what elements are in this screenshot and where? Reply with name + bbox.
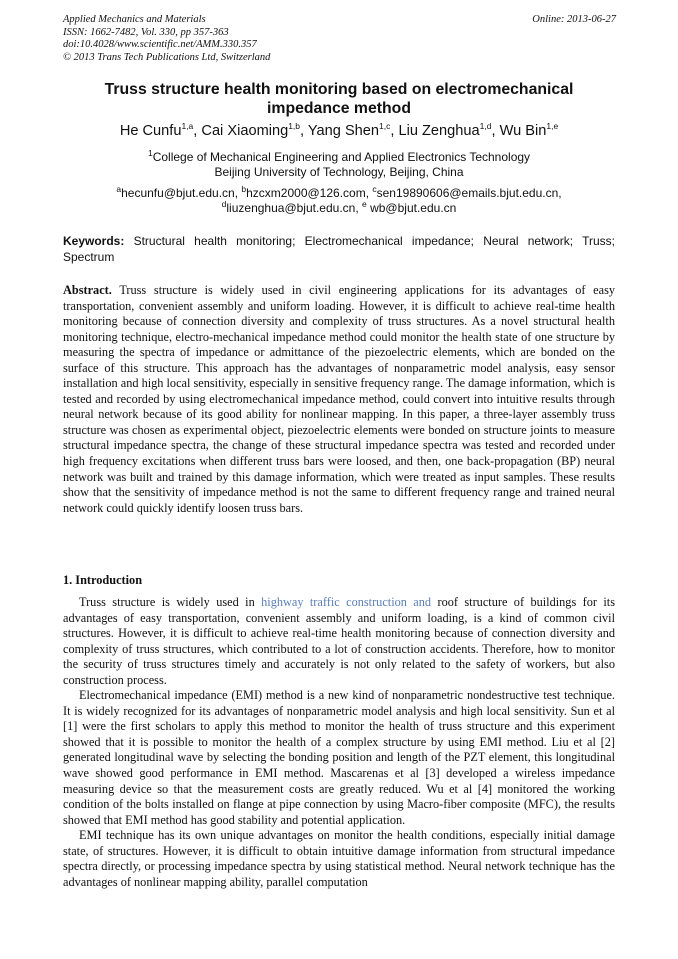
email-list: $^a$hecunfu@bjut.edu.cn, $^b$hzcxm2000@126.com, $^c$sen19890606@emails.bjut.edu.cn, $^d$liuzenghua@bjut.edu.cn, $^e$ wb@bjut.edu.cn — [116, 184, 562, 215]
copyright-line: © 2013 Trans Tech Publications Ltd, Switzerland — [63, 51, 271, 63]
author: Liu Zenghua$^{1,d}$ — [398, 121, 492, 139]
section-heading: 1. Introduction — [63, 573, 143, 587]
keywords — [63, 234, 615, 265]
introduction-body — [63, 595, 615, 890]
author-list: He Cunfu$^{1,a}$, Cai Xiaoming$^{1,b}$, Yang Shen$^{1,c}$, Liu Zenghua$^{1,d}$, Wu Bin$^{1,e}$ — [119, 121, 559, 139]
affiliation-line: College of Mechanical Engineering and Applied Electronics Technology — [152, 150, 531, 164]
author: Cai Xiaoming$^{1,b}$ — [201, 121, 301, 139]
abstract — [63, 283, 615, 516]
email: liuzenghua@bjut.edu.cn, — [226, 201, 359, 215]
author: Yang Shen$^{1,c}$ — [307, 121, 391, 139]
email: wb@bjut.edu.cn — [370, 201, 457, 215]
issn-line: ISSN: 1662-7482, Vol. 330, pp 357-363 — [63, 26, 229, 38]
author: Wu Bin$^{1,e}$ — [499, 121, 559, 139]
journal-name: Applied Mechanics and Materials — [63, 14, 206, 25]
journal-header — [63, 14, 270, 64]
keywords-text: Structural health monitoring; Electromechanical impedance; Neural network; Truss; Spectrum — [63, 234, 616, 264]
paragraph: Truss structure is widely used in highway traffic construction and roof structure of buildings for its advantages of easy transportation, convenient assembly and uniform loading, is a kind of common civil structures. However, it is difficult to achieve real-time health monitoring because of connection diversity and complexity of truss structures, which contributed to a lot of construction accidents. Therefore, how to monitor the security of truss structures timely and accurately is not only related to the safety of workers, but also construction process. — [63, 595, 616, 687]
affiliation: $^1$College of Mechanical Engineering and Applied Electronics Technology Beijing University of Technology, Beijing, China — [63, 150, 615, 180]
email: sen19890606@emails.bjut.edu.cn, — [376, 186, 562, 200]
author: He Cunfu$^{1,a}$ — [119, 121, 194, 139]
paragraph: EMI technique has its own unique advantages on monitor the health conditions, especially initial damage state, of structures. However, it is difficult to obtain intuitive damage information from structural impedance spectra directly, or processing impedance spectra by using statistical method. Neural network technique has the advantages of nonlinear mapping ability, parallel computation — [63, 828, 615, 889]
highlighted-text: highway traffic construction and — [261, 595, 432, 609]
doi-line: doi:10.4028/www.scientific.net/AMM.330.357 — [63, 39, 257, 50]
paragraph: Electromechanical impedance (EMI) method is a new kind of nonparametric nondestructive test technique. It is widely recognized for its advantages of nonparametric model analysis and high local sensitivity. Sun et al [1] were the first scholars to apply this method to monitor the health of truss structure and this experiment showed that it is possible to monitor the health of a complex structure by using EMI method. Liu et al [2] generated longitudinal wave by selecting the bonding position and length of the PZT element, this longitudinal wave showed good performance in EMI method. Mascarenas et al [3] developed a wireless impedance measuring device so that the measurement costs are greatly reduced. Wu et al [4] monitored the working condition of the bolts installed on flange at pipe connection by using Macro-fiber composite (MFC), the results showed that EMI method has good stability and potential application. — [63, 688, 615, 827]
paper-title: Truss structure health monitoring based on electromechanical impedance method — [104, 81, 574, 117]
abstract-label: Abstract. — [63, 283, 112, 297]
keywords-label: Keywords: — [63, 234, 125, 248]
online-date: Online: 2013-06-27 — [532, 14, 616, 25]
abstract-text: Truss structure is widely used in civil engineering applications for its advantages of easy transportation, convenient assembly and uniform loading. However, it is difficult to achieve real-time health monitoring because of connection diversity and complexity of truss structures. As a novel structural health monitoring technique, electro-mechanical impedance method could monitor the health state of one structure by measuring the spectra of impedance or admittance of the piezoelectric elements, which are bonded on the surface of this structure. This approach has the advantages of nonparametric model analysis, easy sensor installation and high local sensitivity, especially in sensitive frequency range. The damage information, which is tested and recorded by using electromechanical impedance method, could convert into intuitive results through neural network because of its good ability for nonlinear mapping. In this paper, a three-layer assembly truss structure was chosen as experimental object, piezoelectric elements were bonded on structure joints to measure structural impedance spectra, the change of these structural impedance spectra was tested and recorded under high frequency excitations when different truss bars were loosed, and then, one back-propagation (BP) neural network was built and trained by this damage information, which were treated as input samples. These results show that the sensitivity of impedance method is not the same to different frequency range and trained neural network could quickly identify loosen truss bars. — [63, 283, 616, 515]
email: hecunfu@bjut.edu.cn, — [121, 186, 239, 200]
email: hzcxm2000@126.com, — [246, 186, 370, 200]
affiliation-line: Beijing University of Technology, Beijing, China — [214, 165, 464, 179]
